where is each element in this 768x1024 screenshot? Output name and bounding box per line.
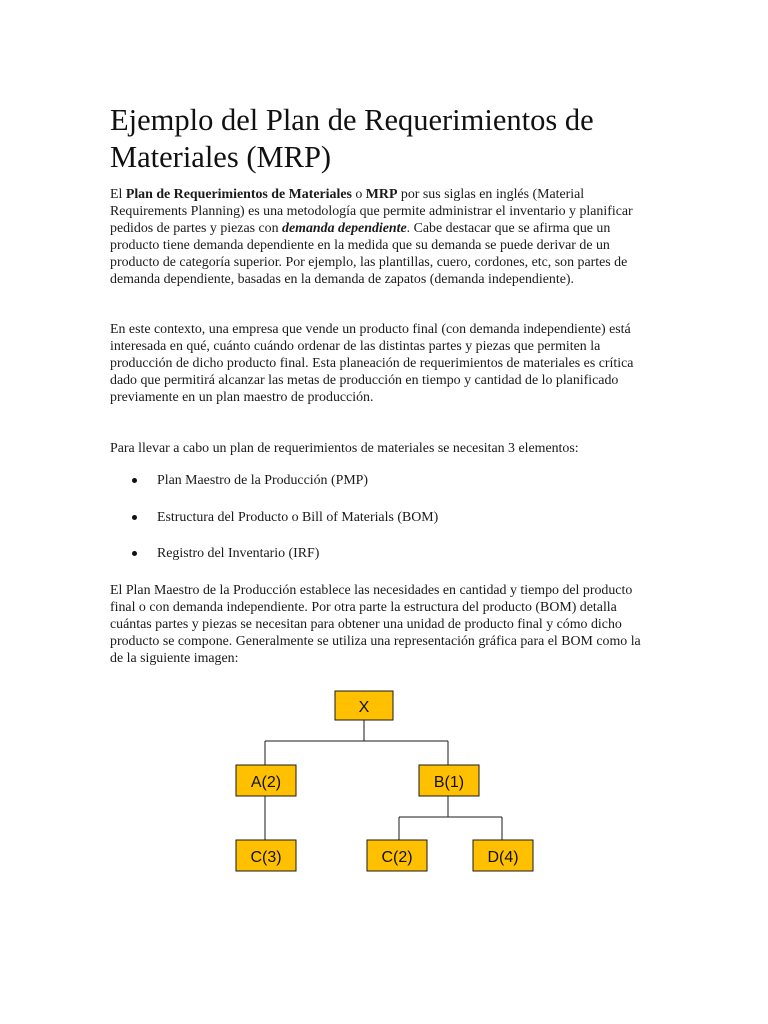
bullet-icon <box>132 478 137 483</box>
node-a-label: A(2) <box>250 774 282 791</box>
node-c2 <box>367 840 427 871</box>
list-item-label: Plan Maestro de la Producción (PMP) <box>157 473 369 488</box>
bullet-icon <box>132 515 137 520</box>
intro-term-mrp: MRP <box>365 187 398 202</box>
elements-intro-paragraph: Para llevar a cabo un plan de requerimientos de materiales se necesitan 3 elementos: <box>110 441 579 456</box>
intro-paragraph <box>110 186 650 288</box>
node-d-label: D(4) <box>487 849 519 866</box>
bullet-icon <box>132 551 137 556</box>
intro-term-mrp-full: Plan de Requerimientos de Materiales <box>125 187 352 202</box>
context-paragraph: En este contexto, una empresa que vende un producto final (con demanda independiente) está interesada en qué, cuánto cuándo ordenar de las distintas partes y piezas que permiten la producción de dicho producto final. Esta planeación de requerimientos de materiales es crítica dado que permitirá alcanzar las metas de producción en tiempo y cantidad de lo planificado previamente en un plan maestro de producción. <box>110 322 634 405</box>
node-c2-label: C(2) <box>381 849 413 866</box>
page-title: Ejemplo del Plan de Requerimientos de Materiales (MRP) <box>110 103 594 174</box>
node-x <box>335 691 393 720</box>
intro-text-a: El <box>110 187 126 202</box>
node-c1-label: C(3) <box>250 849 282 866</box>
list-item-label: Estructura del Producto o Bill of Materials (BOM) <box>157 509 439 525</box>
node-d <box>473 840 533 871</box>
elements-list <box>110 472 650 582</box>
node-x-label: X <box>358 699 370 716</box>
intro-text-d: por sus siglas en inglés (Material Requirements Planning) es una metodología que permite administrar el inventario y planificar pedidos de partes y piezas con <box>110 187 633 236</box>
list-item-label: Registro del Inventario (IRF) <box>157 546 320 561</box>
intro-text-c: o <box>351 187 366 202</box>
list-item <box>110 509 650 546</box>
node-c1 <box>236 840 296 871</box>
bom-paragraph: El Plan Maestro de la Producción establece las necesidades en cantidad y tiempo del producto final o con demanda independiente. Por otra parte la estructura del producto (BOM) detalla cuántas partes y piezas se necesitan para obtener una unidad de producto final y cómo dicho producto se compone. Generalmente se utiliza una representación gráfica para el BOM como la de la siguiente imagen: <box>110 583 641 666</box>
intro-text-e: . Cabe destacar que se afirma que un producto tiene demanda dependiente en la medida que su demanda se puede derivar de un producto de categoría superior. Por ejemplo, las plantillas, cuero, cordones, etc, son partes de demanda dependiente, basadas en la demanda de zapatos (demanda independiente). <box>110 221 628 287</box>
node-b <box>419 765 479 796</box>
node-a <box>236 765 296 796</box>
intro-term-dependent-demand: demanda dependiente <box>282 221 407 236</box>
list-item <box>110 472 650 509</box>
node-b-label: B(1) <box>433 774 465 791</box>
bom-tree-diagram <box>0 680 768 880</box>
list-item <box>110 545 650 582</box>
